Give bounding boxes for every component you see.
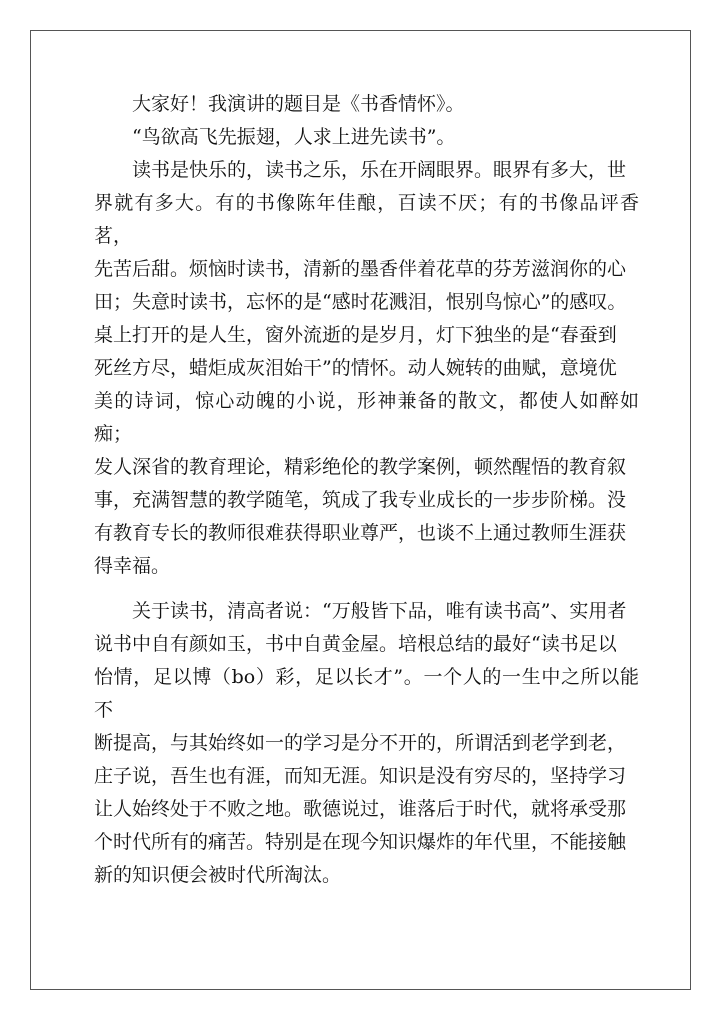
- paragraph-greeting: 大家好！我演讲的题目是《书香情怀》。: [132, 93, 465, 115]
- paragraph-quote: “鸟欲高飞先振翅，人求上进先读书”。: [132, 126, 456, 148]
- paragraph-reading-joy: 读书是快乐的，读书之乐，乐在开阔眼界。眼界有多大，世 界就有多大。有的书像陈年佳酿，百读不厌；有的书像品评香茗， 先苦后甜。烦恼时读书，清新的墨香伴着花草的芬芳滋润你的心 田；失意时读书，忘怀的是“感时花溅泪，恨别鸟惊心”的感叹。 桌上打开的是人生，窗外流逝的是岁月，灯下独坐的是“春蚕到 死丝方尽，蜡炬成灰泪始干”的情怀。动人婉转的曲赋，意境优 美的诗词，惊心动魄的小说，形神兼备的散文，都使人如醉如痴； 发人深省的教育理论，精彩绝伦的教学案例，顿然醒悟的教育叙 事，充满智慧的教学随笔，筑成了我专业成长的一步步阶梯。没 有教育专长的教师很难获得职业尊严，也谈不上通过教师生涯获 得幸福。: [94, 159, 639, 577]
- paragraph-about-reading: 关于读书，清高者说：“万般皆下品，唯有读书高”、实用者 说书中自有颜如玉，书中自黄金屋。培根总结的最好“读书足以 怡情，足以博（bo）彩，足以长才”。一个人的一生中之所以能不 断提高，与其始终如一的学习是分不开的，所谓活到老学到老， 庄子说，吾生也有涯，而知无涯。知识是没有穷尽的，坚持学习 让人始终处于不败之地。歌德说过，谁落后于时代，就将承受那 个时代所有的痛苦。特别是在现今知识爆炸的年代里，不能接触 新的知识便会被时代所淘汰。: [94, 600, 639, 886]
- paragraph-spacer: [94, 583, 639, 595]
- document-body: [94, 88, 639, 892]
